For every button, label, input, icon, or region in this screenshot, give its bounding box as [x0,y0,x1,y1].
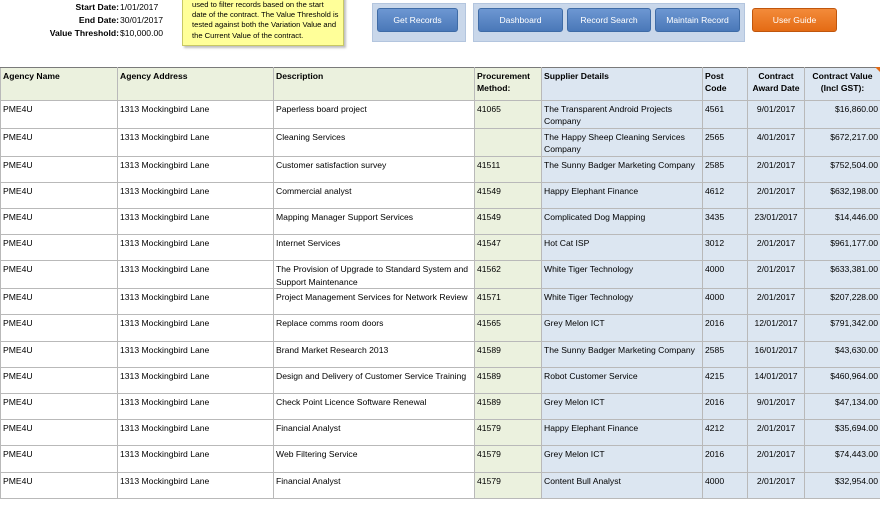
cell-agency-name[interactable]: PME4U [1,128,118,156]
header-contract-value[interactable]: Contract Value (Incl GST): [805,68,880,101]
filter-help-note: used to filter records based on the start date of the contract. The Value Threshold is tested against both the Variation Value and the Current Value of the contract. [182,0,344,46]
cell-post-code[interactable]: 2585 [703,341,748,367]
header-contract-award-date[interactable]: Contract Award Date [748,68,805,101]
cell-agency-address[interactable]: 1313 Mockingbird Lane [118,209,274,235]
get-records-button[interactable]: Get Records [377,8,458,32]
cell-agency-name[interactable]: PME4U [1,289,118,315]
cell-supplier-details[interactable]: Grey Melon ICT [542,315,703,341]
end-date-row [0,14,180,26]
cell-agency-name[interactable]: PME4U [1,393,118,419]
record-search-button[interactable]: Record Search [567,8,651,32]
cell-contract-value[interactable]: $14,446.00 [805,209,880,235]
cell-supplier-details[interactable]: The Sunny Badger Marketing Company [542,341,703,367]
cell-agency-name[interactable]: PME4U [1,156,118,182]
cell-description[interactable]: Design and Delivery of Customer Service Training [274,367,475,393]
cell-procurement-method[interactable]: 41589 [475,341,542,367]
cell-procurement-method[interactable] [475,128,542,156]
cell-agency-address[interactable]: 1313 Mockingbird Lane [118,101,274,129]
cell-contract-value[interactable]: $47,134.00 [805,393,880,419]
cell-supplier-details[interactable]: Happy Elephant Finance [542,420,703,446]
cell-contract-award-date[interactable]: 4/01/2017 [748,128,805,156]
cell-description[interactable]: Replace comms room doors [274,315,475,341]
header-procurement-method[interactable]: Procurement Method: [475,68,542,101]
cell-contract-value[interactable]: $961,177.00 [805,235,880,261]
cell-agency-address[interactable]: 1313 Mockingbird Lane [118,420,274,446]
cell-post-code[interactable]: 4000 [703,472,748,498]
cell-supplier-details[interactable]: Happy Elephant Finance [542,182,703,208]
cell-contract-value[interactable]: $35,694.00 [805,420,880,446]
cell-contract-award-date[interactable]: 2/01/2017 [748,235,805,261]
header-description[interactable]: Description [274,68,475,101]
cell-procurement-method[interactable]: 41511 [475,156,542,182]
cell-agency-name[interactable]: PME4U [1,261,118,289]
cell-agency-address[interactable]: 1313 Mockingbird Lane [118,393,274,419]
cell-contract-award-date[interactable]: 2/01/2017 [748,420,805,446]
cell-description[interactable]: Financial Analyst [274,472,475,498]
cell-contract-award-date[interactable]: 9/01/2017 [748,393,805,419]
table-row[interactable] [1,209,880,235]
cell-description[interactable]: Project Management Services for Network Review [274,289,475,315]
cell-post-code[interactable]: 4212 [703,420,748,446]
cell-contract-award-date[interactable]: 23/01/2017 [748,209,805,235]
cell-agency-name[interactable]: PME4U [1,341,118,367]
maintain-record-button[interactable]: Maintain Record [655,8,740,32]
cell-agency-address[interactable]: 1313 Mockingbird Lane [118,472,274,498]
cell-agency-address[interactable]: 1313 Mockingbird Lane [118,128,274,156]
table-row[interactable] [1,182,880,208]
cell-agency-name[interactable]: PME4U [1,101,118,129]
cell-agency-address[interactable]: 1313 Mockingbird Lane [118,446,274,472]
cell-post-code[interactable]: 3012 [703,235,748,261]
cell-agency-name[interactable]: PME4U [1,182,118,208]
cell-contract-value[interactable]: $752,504.00 [805,156,880,182]
cell-supplier-details[interactable]: The Happy Sheep Cleaning Services Company [542,128,703,156]
cell-supplier-details[interactable]: Grey Melon ICT [542,446,703,472]
cell-procurement-method[interactable]: 41549 [475,209,542,235]
table-row[interactable] [1,472,880,498]
table-row[interactable] [1,289,880,315]
cell-contract-value[interactable]: $791,342.00 [805,315,880,341]
cell-procurement-method[interactable]: 41579 [475,446,542,472]
cell-supplier-details[interactable]: Content Bull Analyst [542,472,703,498]
header-post-code[interactable]: Post Code [703,68,748,101]
cell-agency-name[interactable]: PME4U [1,420,118,446]
cell-post-code[interactable]: 2016 [703,393,748,419]
cell-procurement-method[interactable]: 41547 [475,235,542,261]
cell-contract-award-date[interactable]: 9/01/2017 [748,101,805,129]
cell-agency-address[interactable]: 1313 Mockingbird Lane [118,261,274,289]
header-supplier-details[interactable]: Supplier Details [542,68,703,101]
value-threshold-label: Value Threshold: [49,28,119,38]
cell-contract-award-date[interactable]: 14/01/2017 [748,367,805,393]
value-threshold-value[interactable]: $10,000.00 [120,28,164,38]
end-date-label: End Date: [78,15,119,25]
cell-agency-address[interactable]: 1313 Mockingbird Lane [118,315,274,341]
cell-contract-award-date[interactable]: 2/01/2017 [748,472,805,498]
cell-post-code[interactable]: 4561 [703,101,748,129]
header-agency-address[interactable]: Agency Address [118,68,274,101]
cell-contract-award-date[interactable]: 2/01/2017 [748,182,805,208]
cell-procurement-method[interactable]: 41589 [475,393,542,419]
cell-agency-name[interactable]: PME4U [1,367,118,393]
table-row[interactable] [1,446,880,472]
end-date-value[interactable]: 30/01/2017 [120,15,164,25]
cell-contract-value[interactable]: $74,443.00 [805,446,880,472]
table-row[interactable] [1,341,880,367]
table-row[interactable] [1,261,880,289]
table-row[interactable] [1,393,880,419]
cell-contract-value[interactable]: $460,964.00 [805,367,880,393]
cell-contract-value[interactable]: $32,954.00 [805,472,880,498]
cell-procurement-method[interactable]: 41579 [475,472,542,498]
value-threshold-row [0,27,180,39]
header-agency-name[interactable]: Agency Name [1,68,118,101]
cell-procurement-method[interactable]: 41065 [475,101,542,129]
cell-agency-address[interactable]: 1313 Mockingbird Lane [118,182,274,208]
cell-description[interactable]: The Provision of Upgrade to Standard System and Support Maintenance [274,261,475,289]
cell-contract-award-date[interactable]: 2/01/2017 [748,261,805,289]
cell-contract-award-date[interactable]: 2/01/2017 [748,156,805,182]
cell-post-code[interactable]: 3435 [703,209,748,235]
cell-procurement-method[interactable]: 41571 [475,289,542,315]
cell-supplier-details[interactable]: The Transparent Android Projects Company [542,101,703,129]
table-row[interactable] [1,101,880,129]
cell-description[interactable]: Commercial analyst [274,182,475,208]
table-row[interactable] [1,367,880,393]
table-row[interactable] [1,235,880,261]
cell-agency-name[interactable]: PME4U [1,315,118,341]
cell-supplier-details[interactable]: Robot Customer Service [542,367,703,393]
cell-contract-value[interactable]: $207,228.00 [805,289,880,315]
cell-post-code[interactable]: 2016 [703,446,748,472]
cell-contract-award-date[interactable]: 16/01/2017 [748,341,805,367]
cell-procurement-method[interactable]: 41562 [475,261,542,289]
cell-post-code[interactable]: 2565 [703,128,748,156]
cell-contract-award-date[interactable]: 2/01/2017 [748,289,805,315]
cell-agency-name[interactable]: PME4U [1,235,118,261]
cell-contract-award-date[interactable]: 12/01/2017 [748,315,805,341]
cell-supplier-details[interactable]: White Tiger Technology [542,289,703,315]
cell-description[interactable]: Check Point Licence Software Renewal [274,393,475,419]
cell-description[interactable]: Brand Market Research 2013 [274,341,475,367]
user-guide-button[interactable]: User Guide [752,8,837,32]
cell-supplier-details[interactable]: White Tiger Technology [542,261,703,289]
table-header-row [1,68,880,101]
cell-contract-value[interactable]: $632,198.00 [805,182,880,208]
cell-agency-name[interactable]: PME4U [1,209,118,235]
cell-description[interactable]: Financial Analyst [274,420,475,446]
cell-procurement-method[interactable]: 41565 [475,315,542,341]
cell-description[interactable]: Cleaning Services [274,128,475,156]
cell-agency-name[interactable]: PME4U [1,446,118,472]
cell-agency-address[interactable]: 1313 Mockingbird Lane [118,341,274,367]
cell-agency-address[interactable]: 1313 Mockingbird Lane [118,156,274,182]
cell-description[interactable]: Paperless board project [274,101,475,129]
cell-agency-name[interactable]: PME4U [1,472,118,498]
cell-procurement-method[interactable]: 41579 [475,420,542,446]
cell-post-code[interactable]: 2016 [703,315,748,341]
cell-contract-value[interactable]: $672,217.00 [805,128,880,156]
start-date-value[interactable]: 1/01/2017 [120,2,159,12]
cell-supplier-details[interactable]: Hot Cat ISP [542,235,703,261]
cell-post-code[interactable]: 4215 [703,367,748,393]
cell-description[interactable]: Mapping Manager Support Services [274,209,475,235]
cell-contract-award-date[interactable]: 2/01/2017 [748,446,805,472]
cell-post-code[interactable]: 4000 [703,261,748,289]
contracts-table [0,67,880,499]
start-date-label: Start Date: [75,2,119,12]
cell-agency-address[interactable]: 1313 Mockingbird Lane [118,367,274,393]
cell-description[interactable]: Web Filtering Service [274,446,475,472]
header-corner-marker [875,67,880,72]
cell-contract-value[interactable]: $16,860.00 [805,101,880,129]
table-row[interactable] [1,315,880,341]
cell-post-code[interactable]: 4612 [703,182,748,208]
cell-procurement-method[interactable]: 41549 [475,182,542,208]
cell-supplier-details[interactable]: Grey Melon ICT [542,393,703,419]
table-row[interactable] [1,156,880,182]
cell-agency-address[interactable]: 1313 Mockingbird Lane [118,235,274,261]
cell-description[interactable]: Internet Services [274,235,475,261]
dashboard-button[interactable]: Dashboard [478,8,563,32]
cell-agency-address[interactable]: 1313 Mockingbird Lane [118,289,274,315]
cell-contract-value[interactable]: $633,381.00 [805,261,880,289]
table-row[interactable] [1,420,880,446]
cell-supplier-details[interactable]: The Sunny Badger Marketing Company [542,156,703,182]
cell-description[interactable]: Customer satisfaction survey [274,156,475,182]
cell-contract-value[interactable]: $43,630.00 [805,341,880,367]
start-date-row [0,1,180,13]
cell-post-code[interactable]: 2585 [703,156,748,182]
cell-post-code[interactable]: 4000 [703,289,748,315]
table-row[interactable] [1,128,880,156]
cell-supplier-details[interactable]: Complicated Dog Mapping [542,209,703,235]
cell-procurement-method[interactable]: 41589 [475,367,542,393]
